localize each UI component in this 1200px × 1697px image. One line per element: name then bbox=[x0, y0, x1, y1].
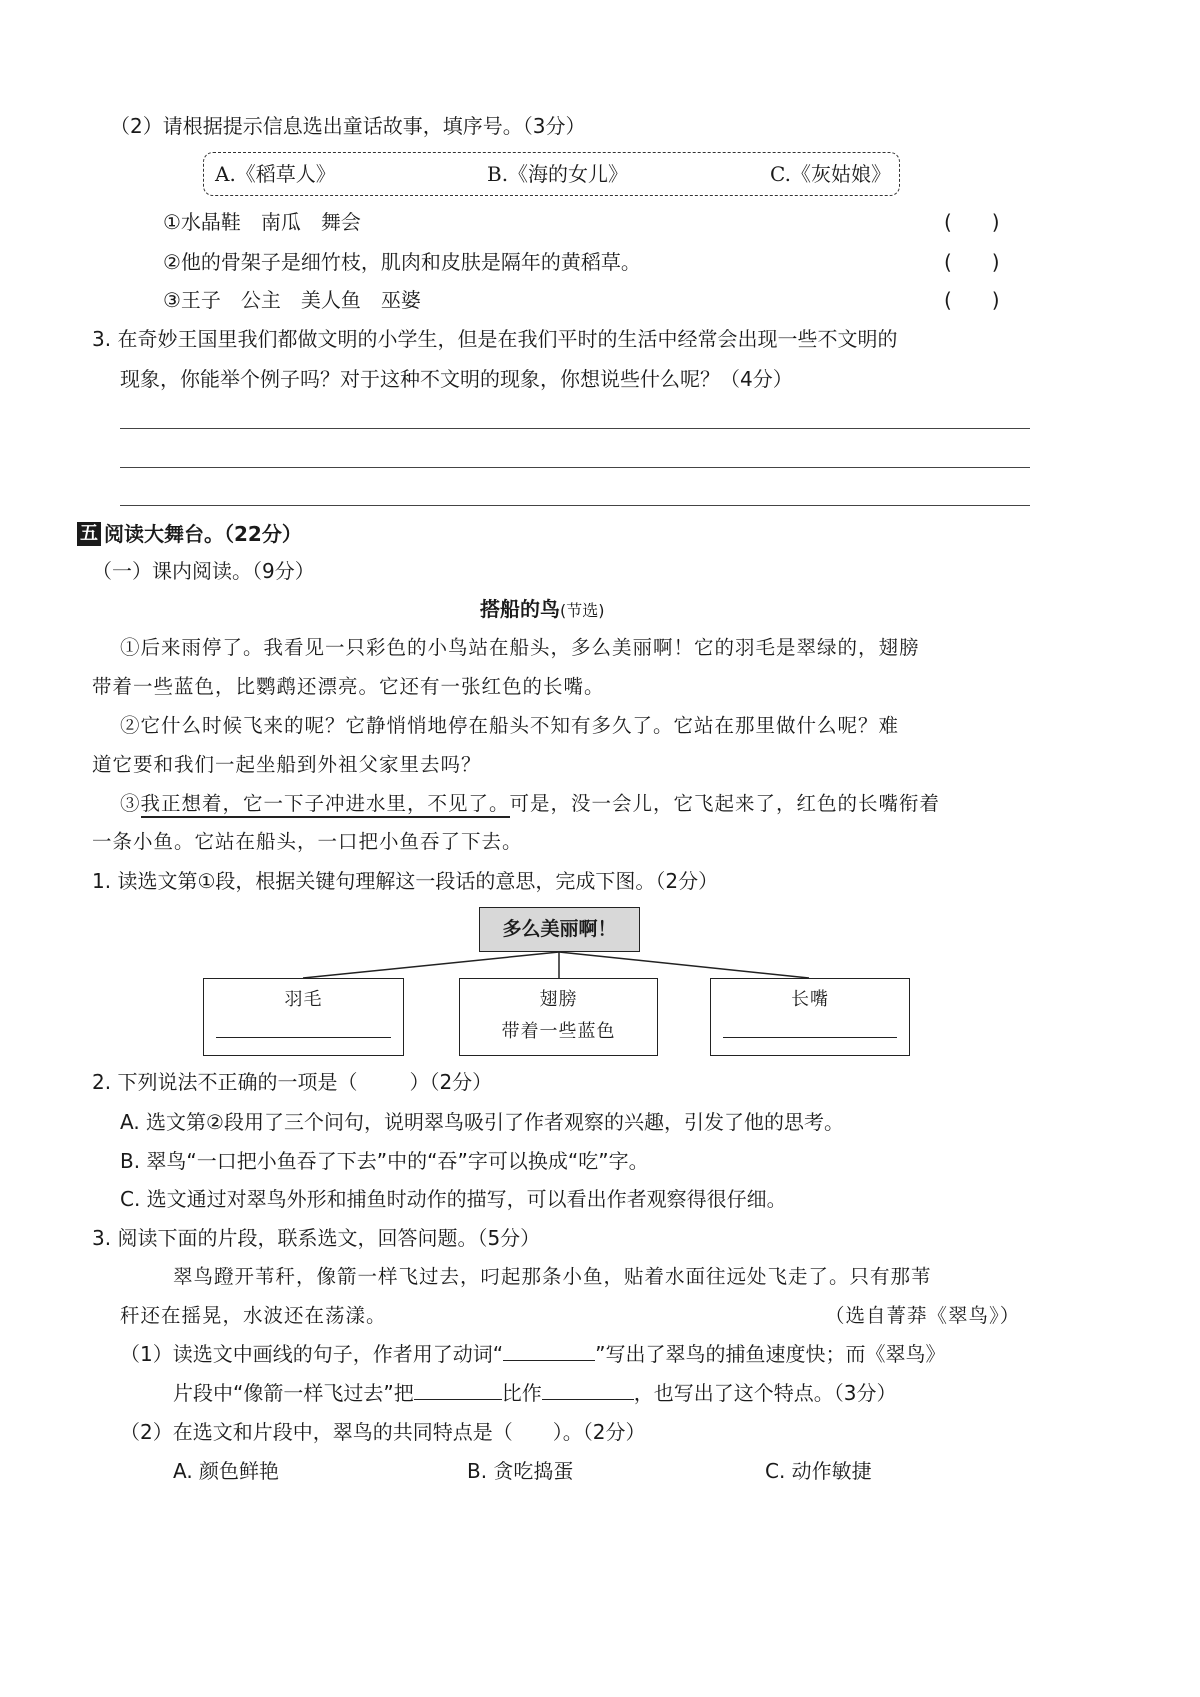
compare-blank-1[interactable] bbox=[414, 1381, 502, 1400]
sub2-a: （2）在选文和片段中，翠鸟的共同特点是（ bbox=[120, 1420, 513, 1444]
item-2: ②他的骨架子是细竹枝，肌肉和皮肤是隔年的黄稻草。 bbox=[163, 250, 641, 274]
reading-q3-sub1-line1 bbox=[120, 1342, 945, 1366]
reading-q2-stem bbox=[92, 1070, 492, 1094]
connector-left bbox=[303, 952, 559, 978]
verb-blank[interactable] bbox=[503, 1342, 595, 1361]
sub2-option-c: C. 动作敏捷 bbox=[765, 1459, 872, 1483]
sub2-option-a: A. 颜色鲜艳 bbox=[173, 1459, 280, 1483]
sub1-d: 比作 bbox=[501, 1381, 542, 1405]
excerpt-line2: 秆还在摇晃，水波还在荡漾。 bbox=[120, 1304, 387, 1327]
box-beak-label: 长嘴 bbox=[791, 989, 829, 1010]
answer-paren-1[interactable]: ( ) bbox=[944, 210, 1000, 234]
box-wings-label: 翅膀 bbox=[539, 989, 578, 1010]
p3-num: ③ bbox=[120, 792, 141, 815]
sub2-option-b: B. 贪吃捣蛋 bbox=[467, 1459, 574, 1483]
passage-title-text: 搭船的鸟 bbox=[480, 597, 560, 621]
underlined-sentence: 我正想着，它一下子冲进水里，不见了。 bbox=[141, 792, 510, 818]
box-feathers-blank[interactable] bbox=[216, 1037, 391, 1038]
mindmap-box-feathers bbox=[203, 978, 404, 1056]
reading-q3-stem: 3. 阅读下面的片段，联系选文，回答问题。（5分） bbox=[92, 1226, 541, 1250]
connector-right bbox=[559, 952, 809, 978]
reading-q1-stem: 1. 读选文第①段，根据关键句理解这一段话的意思，完成下图。（2分） bbox=[92, 869, 719, 893]
answer-line-3[interactable] bbox=[120, 505, 1030, 506]
p3-rest: 可是，没一会儿，它飞起来了，红色的长嘴衔着 bbox=[509, 792, 941, 815]
sub1-b: ”写出了翠鸟的捕鱼速度快；而《翠鸟》 bbox=[595, 1342, 946, 1366]
sub1-e: ，也写出了这个特点。（3分） bbox=[633, 1381, 897, 1405]
answer-line-2[interactable] bbox=[120, 467, 1030, 468]
reading-q2-option-a: A. 选文第②段用了三个问句，说明翠鸟吸引了作者观察的兴趣，引发了他的思考。 bbox=[120, 1110, 844, 1134]
question-3-line2: 现象，你能举个例子吗？对于这种不文明的现象，你想说些什么呢？（4分） bbox=[120, 367, 793, 391]
excerpt-line1: 翠鸟蹬开苇秆，像箭一样飞过去，叼起那条小鱼，贴着水面往远处飞走了。只有那苇 bbox=[173, 1265, 932, 1288]
option-a: A.《稻草人》 bbox=[215, 162, 336, 186]
reading-q2-option-c: C. 选文通过对翠鸟外形和捕鱼时动作的描写，可以看出作者观察得很仔细。 bbox=[120, 1187, 787, 1211]
passage-p3-line1 bbox=[120, 792, 940, 816]
answer-paren-2[interactable]: ( ) bbox=[944, 250, 1000, 274]
reading-q2-stem-a: 2. 下列说法不正确的一项是（ bbox=[92, 1070, 358, 1094]
section-title: 阅读大舞台。（22分） bbox=[104, 522, 302, 546]
option-c: C.《灰姑娘》 bbox=[770, 162, 891, 186]
question-2-2-stem: （2）请根据提示信息选出童话故事，填序号。（3分） bbox=[110, 114, 586, 138]
question-3-line1: 3. 在奇妙王国里我们都做文明的小学生，但是在我们平时的生活中经常会出现一些不文明的 bbox=[92, 327, 898, 351]
reading-q3-sub2 bbox=[120, 1420, 645, 1444]
answer-line-1[interactable] bbox=[120, 428, 1030, 429]
reading-q2-option-b: B. 翠鸟“一口把小鱼吞了下去”中的“吞”字可以换成“吃”字。 bbox=[120, 1149, 649, 1173]
section-badge: 五 bbox=[77, 522, 101, 546]
item-1: ①水晶鞋 南瓜 舞会 bbox=[163, 210, 361, 234]
mindmap-box-wings bbox=[459, 978, 658, 1056]
part-1-heading: （一）课内阅读。（9分） bbox=[92, 559, 315, 583]
reading-q3-sub1-line2 bbox=[173, 1381, 896, 1405]
mindmap-box-beak bbox=[710, 978, 910, 1056]
passage-p1-line2: 带着一些蓝色，比鹦鹉还漂亮。它还有一张红色的长嘴。 bbox=[92, 675, 605, 698]
item-3: ③王子 公主 美人鱼 巫婆 bbox=[163, 288, 421, 312]
passage-p1-line1: ①后来雨停了。我看见一只彩色的小鸟站在船头，多么美丽啊！它的羽毛是翠绿的，翅膀 bbox=[120, 636, 920, 659]
answer-paren-3[interactable]: ( ) bbox=[944, 288, 1000, 312]
reading-q2-stem-b: ）（2分） bbox=[409, 1070, 493, 1094]
compare-blank-2[interactable] bbox=[542, 1381, 634, 1400]
option-b: B.《海的女儿》 bbox=[487, 162, 629, 186]
passage-title-note: (节选) bbox=[560, 601, 605, 620]
mindmap-top-box: 多么美丽啊！ bbox=[479, 907, 640, 952]
passage-p2-line1: ②它什么时候飞来的呢？它静悄悄地停在船头不知有多久了。它站在那里做什么呢？难 bbox=[120, 714, 900, 737]
sub1-c: 片段中“像箭一样飞过去”把 bbox=[173, 1381, 414, 1405]
passage-p2-line2: 道它要和我们一起坐船到外祖父家里去吗？ bbox=[92, 753, 482, 776]
box-feathers-label: 羽毛 bbox=[284, 989, 323, 1010]
sub2-b: ）。（2分） bbox=[552, 1420, 646, 1444]
sub1-a: （1）读选文中画线的句子，作者用了动词“ bbox=[120, 1342, 504, 1366]
box-beak-blank[interactable] bbox=[723, 1037, 897, 1038]
passage-p3-line2: 一条小鱼。它站在船头，一口把小鱼吞了下去。 bbox=[92, 830, 523, 853]
passage-title bbox=[480, 597, 605, 623]
box-wings-sub: 带着一些蓝色 bbox=[501, 1021, 616, 1042]
excerpt-source: （选自菁莽《翠鸟》） bbox=[825, 1304, 1021, 1327]
